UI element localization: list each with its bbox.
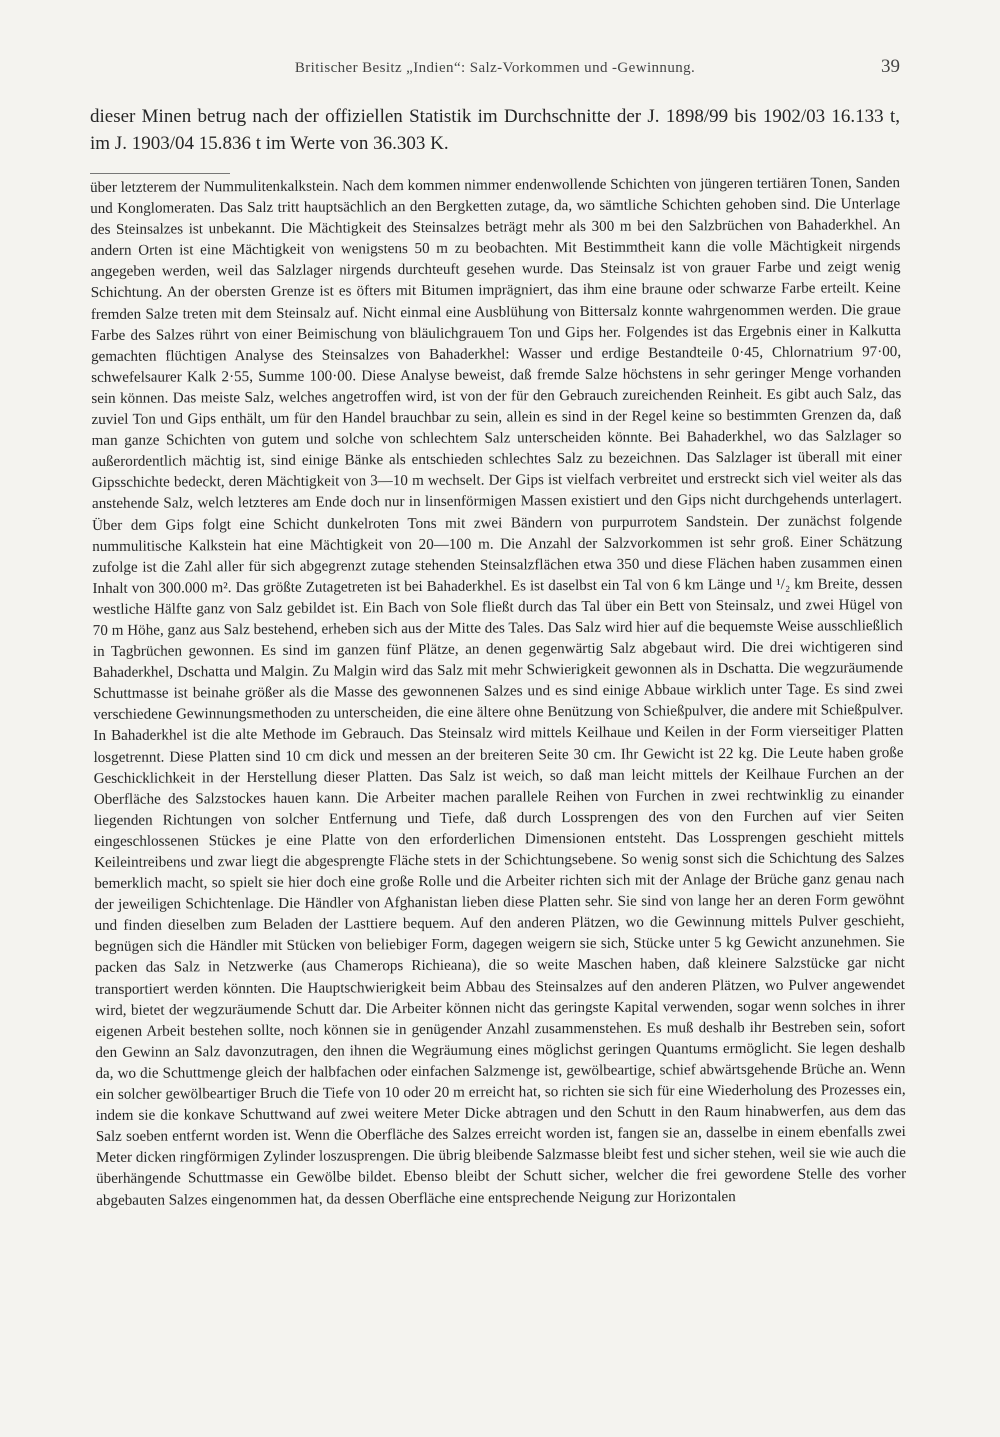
running-title: Britischer Besitz „Indien“: Salz-Vorkommen und -Gewinnung.	[294, 60, 696, 76]
footnote-separator-rule	[90, 173, 230, 174]
intro-paragraph: dieser Minen betrug nach der offiziellen Statistik im Durchschnitte der J. 1898/99 bis 1902/03 16.133 t, im J. 1903/04 15.836 t im Werte von 36.303 K.	[90, 106, 900, 154]
page-number: 39	[881, 56, 900, 77]
page-header	[90, 56, 900, 84]
main-text-block	[90, 173, 906, 1212]
body-paragraph: über letzterem der Nummulitenkalkstein. Nach dem kommen nimmer endenwollende Schichten von jüngeren tertiären Tonen, Sanden und Konglomeraten. Das Salz tritt hauptsächlich an den Bergketten zutage, da, wo sämtliche Schichten gehoben sind. Die Unterlage des Steinsalzes ist unbekannt. Die Mächtigkeit des Steinsalzes beträgt mehr als 300 m bei den Salzbrüchen von Bahaderkhel. An andern Orten ist eine Mächtigkeit von wenigstens 50 m zu beobachten. Mit Bestimmtheit kann die volle Mächtigkeit nirgends angegeben werden, weil das Salzlager nirgends durchteuft gesehen wurde. Das Steinsalz ist von grauer Farbe und zeigt wenig Schichtung. An der obersten Grenze ist es öfters mit Bitumen imprägniert, das ihm eine braune oder schwarze Farbe erteilt. Keine fremden Salze treten mit dem Steinsalz auf. Nicht einmal eine Ausblühung von Bittersalz konnte wahrgenommen werden. Die graue Farbe des Salzes rührt von einer Beimischung von bläulichgrauem Ton und Gips her. Folgendes ist das Ergebnis einer in Kalkutta gemachten flüchtigen Analyse des Steinsalzes von Bahaderkhel: Wasser und erdige Bestandteile 0·45, Chlornatrium 97·00, schwefelsaurer Kalk 2·55, Summe 100·00. Diese Analyse beweist, daß fremde Salze höchstens in sehr geringer Menge vorhanden sein können. Das meiste Salz, welches angetroffen wird, ist von der für den Gebrauch zureichenden Reinheit. Es gibt auch Salz, das zuviel Ton und Gips enthält, um für den Handel brauchbar zu sein, allein es sind in der Regel keine so bestimmten Grenzen da, daß man ganze Schichten von gutem und solche von schlechtem Salz unterscheiden könnte. Bei Bahaderkhel, wo das Salzlager so außerordentlich mächtig ist, sind einige Bänke als entschieden schlechtes Salz zu bezeichnen. Das Salzlager ist überall mit einer Gipsschichte bedeckt, deren Mächtigkeit von 3—10 m wechselt. Der Gips ist vielfach verbreitet und erstreckt sich viel weiter als das anstehende Salz, welch letzteres am Ende doch nur in linsenförmigen Massen existiert und den Gips nicht durchgehends unterlagert. Über dem Gips folgt eine Schicht dunkelroten Tons mit zwei Bändern von purpurrotem Sandstein. Der zunächst folgende nummulitische Kalkstein hat eine Mächtigkeit von 20—100 m. Die Anzahl der Salzvorkommen ist sehr groß. Einer Schätzung zufolge ist die Zahl aller für sich abgegrenzt zutage stehenden Steinsalzflächen etwa 350 und diese Flächen haben zusammen einen Inhalt von 300.000 m². Das größte Zutagetreten ist bei Bahaderkhel. Es ist daselbst ein Tal von 6 km Länge und ¹/₂ km Breite, dessen westliche Hälfte ganz von Salz gebildet ist. Ein Bach von Sole fließt durch das Tal über ein Bett von Steinsalz, und zwei Hügel von 70 m Höhe, ganz aus Salz bestehend, erheben sich aus der Mitte des Tales. Das Salz wird hier auf die bequemste Weise ausschließlich in Tagbrüchen gewonnen. Es sind im ganzen fünf Plätze, an denen gegenwärtig Salz abgebaut wird. Die drei wichtigeren sind Bahaderkhel, Dschatta und Malgin. Zu Malgin wird das Salz mit mehr Schwierigkeit gewonnen als in Dschatta. Die wegzuräumende Schuttmasse ist beinahe größer als die Masse des gewonnenen Salzes und es sind einige Abbaue wirklich unter Tage. Es sind zwei verschiedene Gewinnungsmethoden zu unterscheiden, die eine ältere ohne Benützung von Schießpulver, die andere mit Schießpulver. In Bahaderkhel ist die alte Methode im Gebrauch. Das Steinsalz wird mittels Keilhaue und Keilen in der Form vierseitiger Platten losgetrennt. Diese Platten sind 10 cm dick und messen an der breiteren Seite 30 cm. Ihr Gewicht ist 22 kg. Die Leute haben große Geschicklichkeit in der Herstellung dieser Platten. Das Salz ist weich, so daß man leicht mittels der Keilhaue Furchen an der Oberfläche des Salzstockes hauen kann. Die Arbeiter machen parallele Reihen von Furchen in zwei rechtwinklig zu einander liegenden Richtungen von solcher Entfernung und Tiefe, daß durch Lossprengen des von den Furchen auf vier Seiten eingeschlossenen Stückes je eine Platte von den erforderlichen Dimensionen entsteht. Das Lossprengen geschieht mittels Keileintreibens und zwar liegt die abgesprengte Fläche stets in der Schichtungsebene. So wenig sonst sich die Schichtung des Salzes bemerklich macht, so spielt sie hier doch eine große Rolle und die Arbeiter richten sich mit der Anlage der Brüche ganz genau nach der jeweiligen Schichtenlage. Die Händler von Afghanistan lieben diese Platten sehr. Sie sind von lange her an deren Form gewöhnt und finden dieselben zum Beladen der Lasttiere bequem. Auf den anderen Plätzen, wo die Gewinnung mittels Pulver geschieht, begnügen sich die Händler mit Stücken von beliebiger Form, dagegen weigern sie sich, Stücke unter 5 kg Gewicht anzunehmen. Sie packen das Salz in Netzwerke (aus Chamerops Richieana), die so weite Maschen haben, daß kleinere Salzstücke gar nicht transportiert werden könnten. Die Hauptschwierigkeit beim Abbau des Steinsalzes auf den anderen Plätzen, wo Pulver angewendet wird, bietet der wegzuräumende Schutt dar. Die Arbeiter können nicht das geringste Kapital verwenden, sogar wenn solches in ihrer eigenen Arbeit bestehen sollte, noch können sie in genügender Anzahl zusammenstehen. Es muß deshalb ihr Bestreben sein, sofort den Gewinn an Salz davonzutragen, den ihnen die Wegräumung eines möglichst geringen Quantums ermöglicht. Sie legen deshalb da, wo die Schuttmenge gleich der halbfachen oder einfachen Salzmenge ist, gewölbeartige, schief abwärtsgehende Brüche an. Wenn ein solcher gewölbeartiger Bruch die Tiefe von 10 oder 20 m erreicht hat, so richten sie sich für eine Wiederholung des Prozesses ein, indem sie die konkave Schuttwand auf zwei weitere Meter Dicke abtragen und den Schutt in den Raum hinabwerfen, aus dem das Salz soeben entfernt worden ist. Wenn die Oberfläche des Salzes erreicht worden ist, fangen sie an, dasselbe in einem ebenfalls zwei Meter dicken ringförmigen Zylinder loszusprengen. Die übrig bleibende Salzmasse bleibt fest und sicher stehen, weil sie wie auch die überhängende Schuttmasse ein Gewölbe bildet. Ebenso bleibt der Schutt sicher, welcher die frei gewordene Stelle des vorher abgebauten Salzes eingenommen hat, da dessen Oberfläche eine entsprechende Neigung zur Horizontalen	[90, 175, 907, 1209]
